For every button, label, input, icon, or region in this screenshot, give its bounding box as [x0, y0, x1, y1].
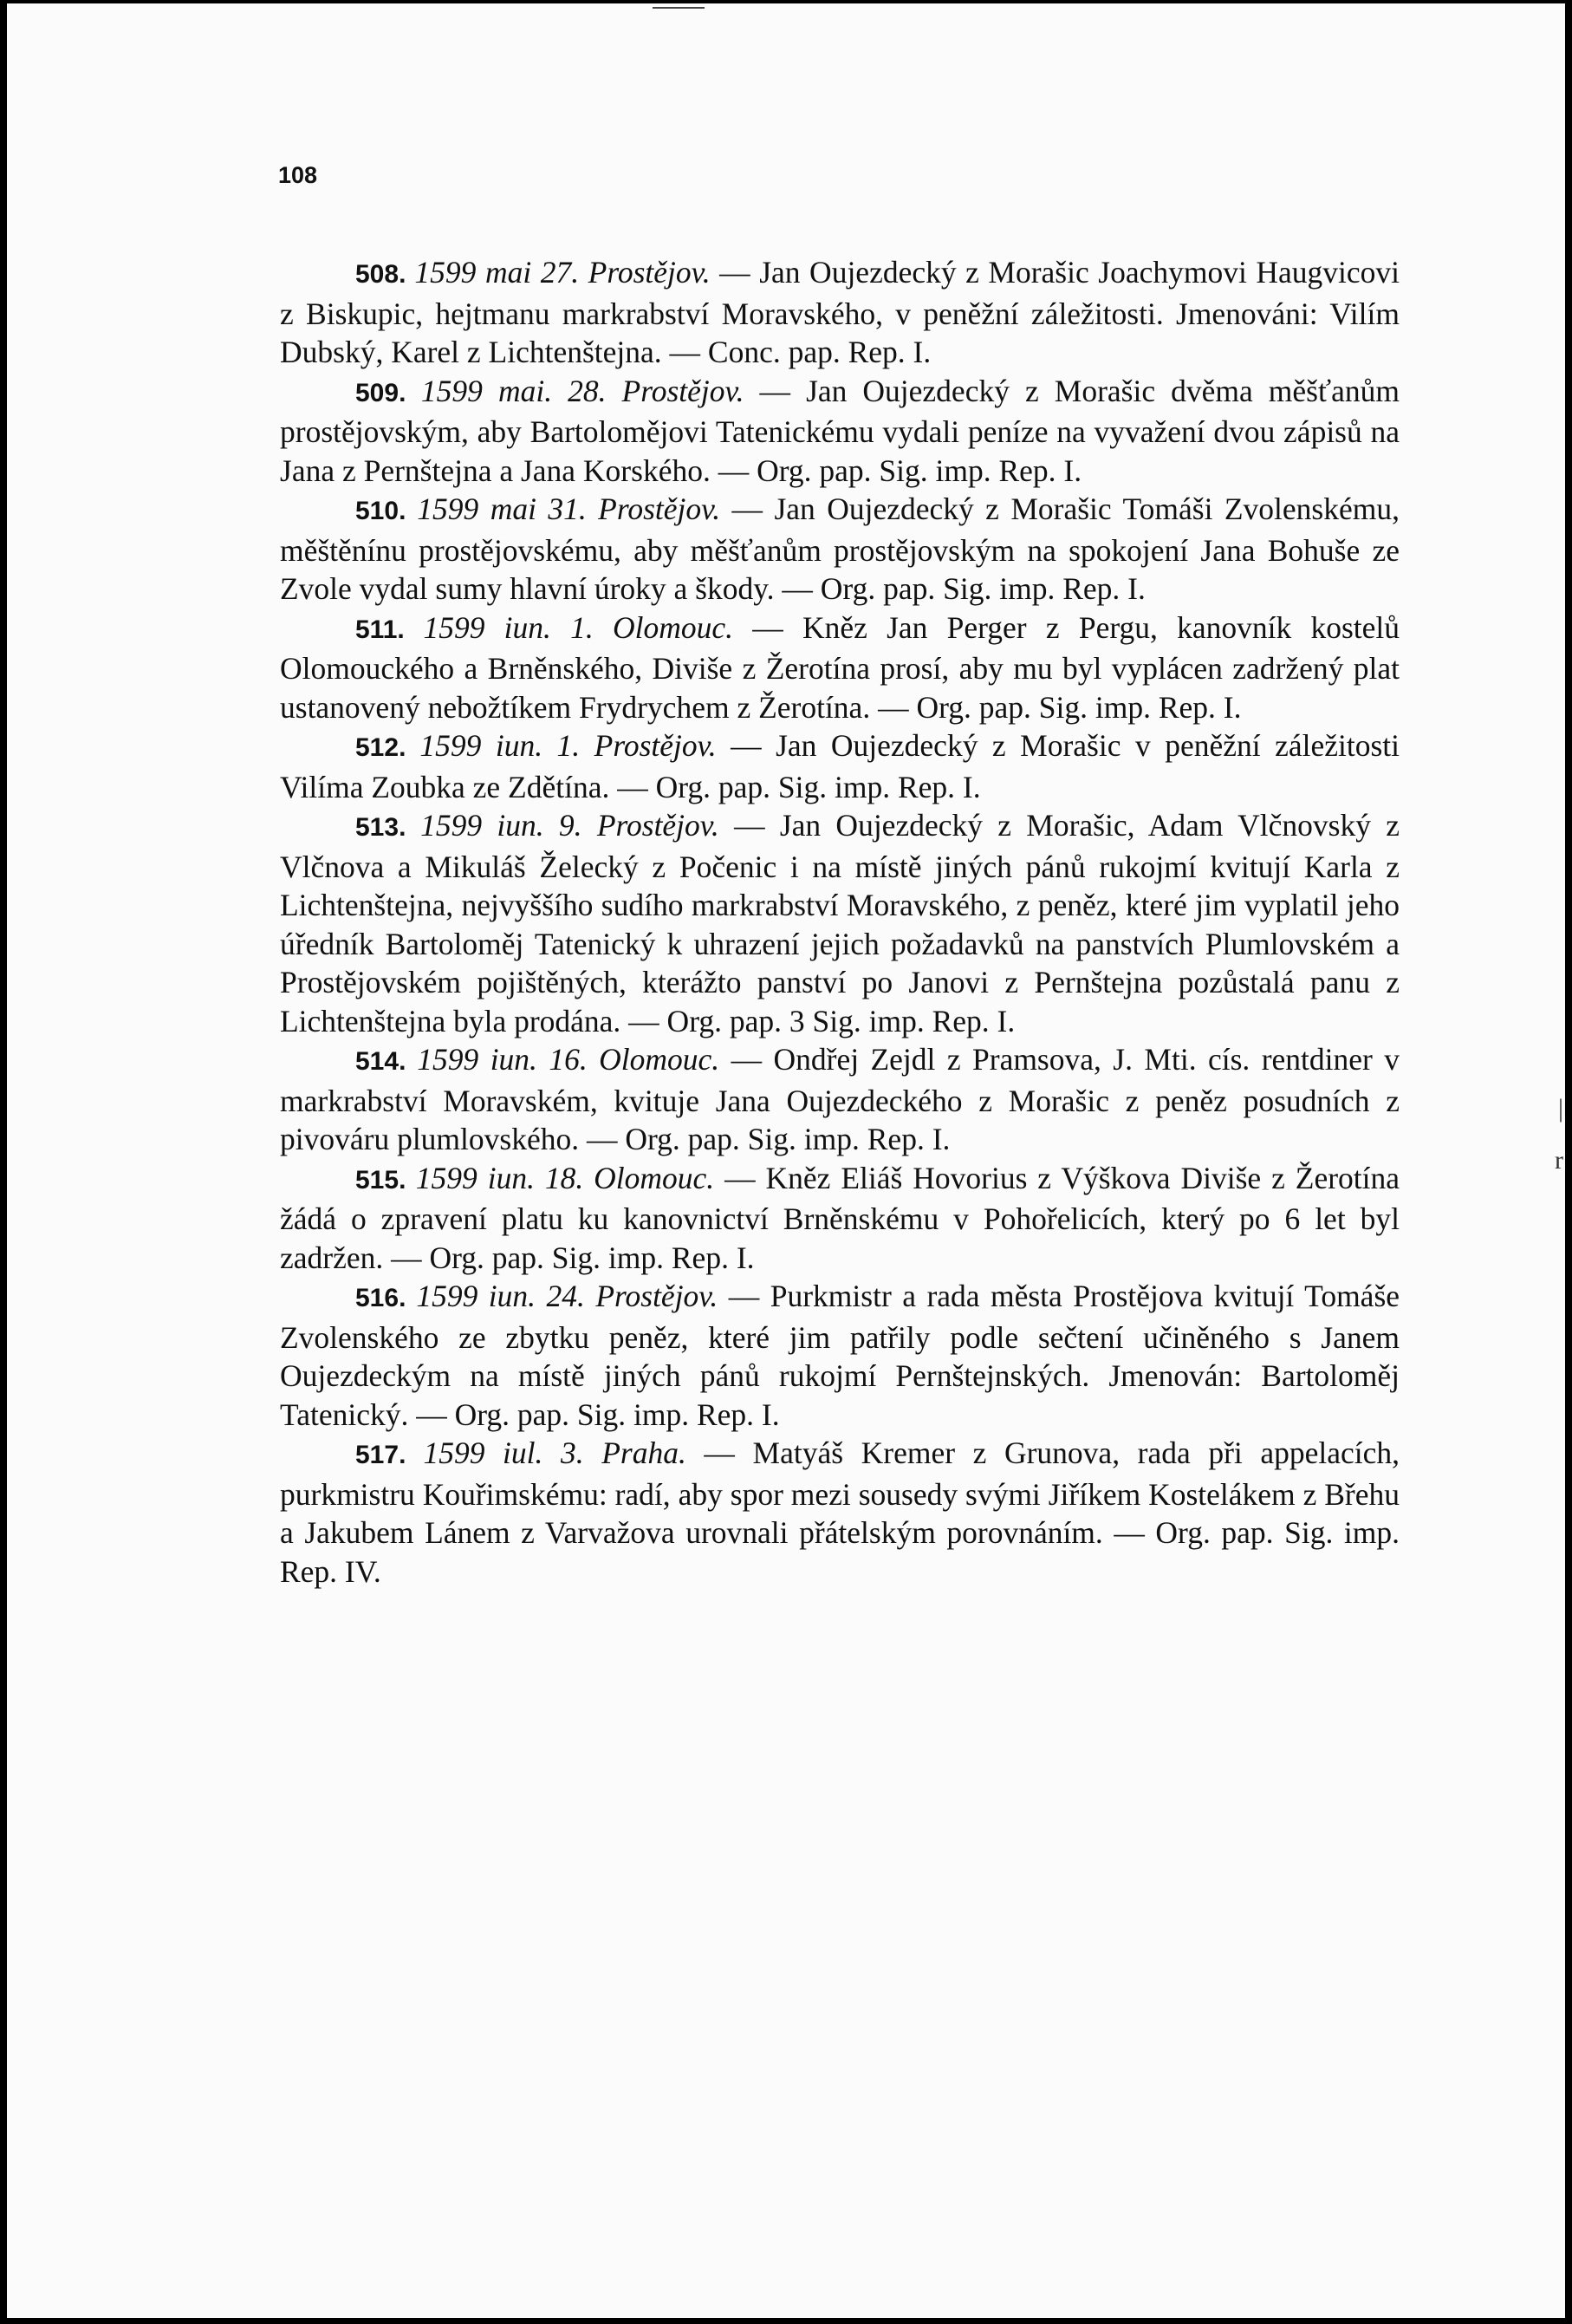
entry-date: 1599 iun. 1. Prostějov.: [419, 728, 717, 763]
entry-date: 1599 iul. 3. Praha.: [423, 1435, 686, 1470]
entry-514: 514. 1599 iun. 16. Olomouc. — Ondřej Zejdl z Pramsova, J. Mti. cís. rentdiner v markrabství Moravském, kvituje Jana Oujezdeckého z Morašic z peněz posudních z pivováru plumlovského. — Org. pap. Sig. imp. Rep. I.: [280, 1042, 1400, 1156]
entry-text: — Jan Oujezdecký z Morašic dvěma měšťanům prostějovským, aby Bartolomějovi Tatenickému vydali peníze na vyvažení dvou zápisů na Jana z Pernštejna a Jana Korského. — Org. pap. Sig. imp. Rep. I.: [280, 373, 1400, 488]
document-page: [7, 3, 1565, 2318]
entry-text: — Jan Oujezdecký z Morašic Tomáši Zvolenskému, měštěnínu prostějovskému, aby měšťanům prostějovským na spokojení Jana Bohuše ze Zvole vydal sumy hlavní úroky a škody. — Org. pap. Sig. imp. Rep. I.: [280, 491, 1400, 606]
entry-number: 517: [355, 1441, 399, 1469]
entry-text: — Jan Oujezdecký z Morašic Joachymovi Haugvicovi z Biskupic, hejtmanu markrabství Moravského, v peněžní záležitosti. Jmenováni: Vilím Dubský, Karel z Lichtenštejna. — Conc. pap. Rep. I.: [280, 255, 1400, 369]
entry-number: 510: [355, 497, 399, 525]
entry-513: 513. 1599 iun. 9. Prostějov. — Jan Oujezdecký z Morašic, Adam Vlčnovský z Vlčnova a Mikuláš Želecký z Počenic i na místě jiných pánů rukojmí kvitují Karla z Lichtenštejna, nejvyššího sudího markrabství Moravského, z peněz, které jim vyplatil jeho úředník Bartoloměj Tatenický k uhrazení jejich požadavků na panstvích Plumlovském a Prostějovském pojištěných, kterážto panství po Janovi z Pernštejna pozůstalá panu z Lichtenštejna byla prodána. — Org. pap. 3 Sig. imp. Rep. I.: [280, 808, 1400, 1038]
entry-511: 511. 1599 iun. 1. Olomouc. — Kněz Jan Perger z Pergu, kanovník kostelů Olomouckého a Brněnského, Diviše z Žerotína prosí, aby mu byl vyplácen zadržený plat ustanovený nebožtíkem Frydrychem z Žerotína. — Org. pap. Sig. imp. Rep. I.: [280, 609, 1400, 725]
entries-list: [280, 253, 1400, 1591]
entry-number: 513: [355, 813, 399, 842]
entry-date: 1599 iun. 18. Olomouc.: [415, 1160, 715, 1195]
entry-text: — Kněz Jan Perger z Pergu, kanovník kostelů Olomouckého a Brněnského, Diviše z Žerotína prosí, aby mu byl vyplácen zadržený plat ustanovený nebožtíkem Frydrychem z Žerotína. — Org. pap. Sig. imp. Rep. I.: [280, 609, 1400, 725]
entry-text: — Kněz Eliáš Hovorius z Výškova Diviše z Žerotína žádá o zpravení platu ku kanovnictví Brněnskému v Pohořelicích, který po 6 let byl zadržen. — Org. pap. Sig. imp. Rep. I.: [280, 1160, 1400, 1275]
entry-515: 515. 1599 iun. 18. Olomouc. — Kněz Eliáš Hovorius z Výškova Diviše z Žerotína žádá o zpravení platu ku kanovnictví Brněnskému v Pohořelicích, který po 6 let byl zadržen. — Org. pap. Sig. imp. Rep. I.: [280, 1160, 1400, 1275]
top-rule: [653, 7, 705, 9]
entry-text: — Jan Oujezdecký z Morašic v peněžní záležitosti Vilíma Zoubka ze Zdětína. — Org. pap. Sig. imp. Rep. I.: [280, 728, 1400, 804]
entry-text: — Purkmistr a rada města Prostějova kvitují Tomáše Zvolenského ze zbytku peněz, které jim patřily podle sečtení učiněného s Janem Oujezdeckým na místě jiných pánů rukojmí Pernštejnských. Jmenován: Bartoloměj Tatenický. — Org. pap. Sig. imp. Rep. I.: [280, 1279, 1400, 1432]
entry-508: 508. 1599 mai 27. Prostějov. — Jan Oujezdecký z Morašic Joachymovi Haugvicovi z Biskupic, hejtmanu markrabství Moravského, v peněžní záležitosti. Jmenováni: Vilím Dubský, Karel z Lichtenštejna. — Conc. pap. Rep. I.: [280, 255, 1400, 369]
entry-number: 514: [355, 1047, 399, 1076]
entry-date: 1599 mai. 28. Prostějov.: [420, 373, 744, 408]
entry-date: 1599 iun. 16. Olomouc.: [417, 1042, 720, 1077]
entry-517: 517. 1599 iul. 3. Praha. — Matyáš Kremer z Grunova, rada při appelacích, purkmistru Kouřimskému: radí, aby spor mezi sousedy svými Jiříkem Kostelákem z Břehu a Jakubem Lánem z Varvažova urovnali přátelským porovnáním. — Org. pap. Sig. imp. Rep. IV.: [280, 1435, 1400, 1589]
entry-509: 509. 1599 mai. 28. Prostějov. — Jan Oujezdecký z Morašic dvěma měšťanům prostějovským, aby Bartolomějovi Tatenickému vydali peníze na vyvažení dvou zápisů na Jana z Pernštejna a Jana Korského. — Org. pap. Sig. imp. Rep. I.: [280, 373, 1400, 488]
entry-date: 1599 iun. 1. Olomouc.: [423, 609, 733, 645]
entry-text: — Ondřej Zejdl z Pramsova, J. Mti. cís. rentdiner v markrabství Moravském, kvituje Jana Oujezdeckého z Morašic z peněz posudních z pivováru plumlovského. — Org. pap. Sig. imp. Rep. I.: [280, 1042, 1400, 1156]
entry-date: 1599 iun. 9. Prostějov.: [420, 808, 719, 843]
entry-number: 515: [355, 1165, 399, 1195]
entry-512: 512. 1599 iun. 1. Prostějov. — Jan Oujezdecký z Morašic v peněžní záležitosti Vilíma Zoubka ze Zdětína. — Org. pap. Sig. imp. Rep. I.: [280, 728, 1400, 804]
entry-number: 512: [355, 733, 399, 762]
entry-510: 510. 1599 mai 31. Prostějov. — Jan Oujezdecký z Morašic Tomáši Zvolenskému, měštěnínu prostějovskému, aby měšťanům prostějovským na spokojení Jana Bohuše ze Zvole vydal sumy hlavní úroky a škody. — Org. pap. Sig. imp. Rep. I.: [280, 491, 1400, 606]
entry-number: 516: [355, 1284, 399, 1312]
entry-date: 1599 mai 31. Prostějov.: [417, 491, 721, 526]
entry-date: 1599 mai 27. Prostějov.: [414, 255, 711, 290]
entry-number: 508: [355, 260, 399, 289]
entry-number: 509: [355, 378, 399, 407]
margin-mark: r: [1555, 1146, 1563, 1175]
page-number: 108: [278, 162, 318, 188]
entry-text: — Jan Oujezdecký z Morašic, Adam Vlčnovský z Vlčnova a Mikuláš Želecký z Počenic i na místě jiných pánů rukojmí kvitují Karla z Lichtenštejna, nejvyššího sudího markrabství Moravského, z peněz, které jim vyplatil jeho úředník Bartoloměj Tatenický k uhrazení jejich požadavků na panstvích Plumlovském a Prostějovském pojištěných, kterážto panství po Janovi z Pernštejna pozůstalá panu z Lichtenštejna byla prodána. — Org. pap. 3 Sig. imp. Rep. I.: [280, 808, 1400, 1038]
entry-text: — Matyáš Kremer z Grunova, rada při appelacích, purkmistru Kouřimskému: radí, aby spor mezi sousedy svými Jiříkem Kostelákem z Břehu a Jakubem Lánem z Varvažova urovnali přátelským porovnáním. — Org. pap. Sig. imp. Rep. IV.: [280, 1435, 1400, 1589]
entry-date: 1599 iun. 24. Prostějov.: [416, 1279, 718, 1313]
entry-516: 516. 1599 iun. 24. Prostějov. — Purkmistr a rada města Prostějova kvitují Tomáše Zvolenského ze zbytku peněz, které jim patřily podle sečtení učiněného s Janem Oujezdeckým na místě jiných pánů rukojmí Pernštejnských. Jmenován: Bartoloměj Tatenický. — Org. pap. Sig. imp. Rep. I.: [280, 1279, 1400, 1432]
margin-mark: |: [1558, 1094, 1564, 1123]
entry-number: 511: [355, 615, 398, 644]
